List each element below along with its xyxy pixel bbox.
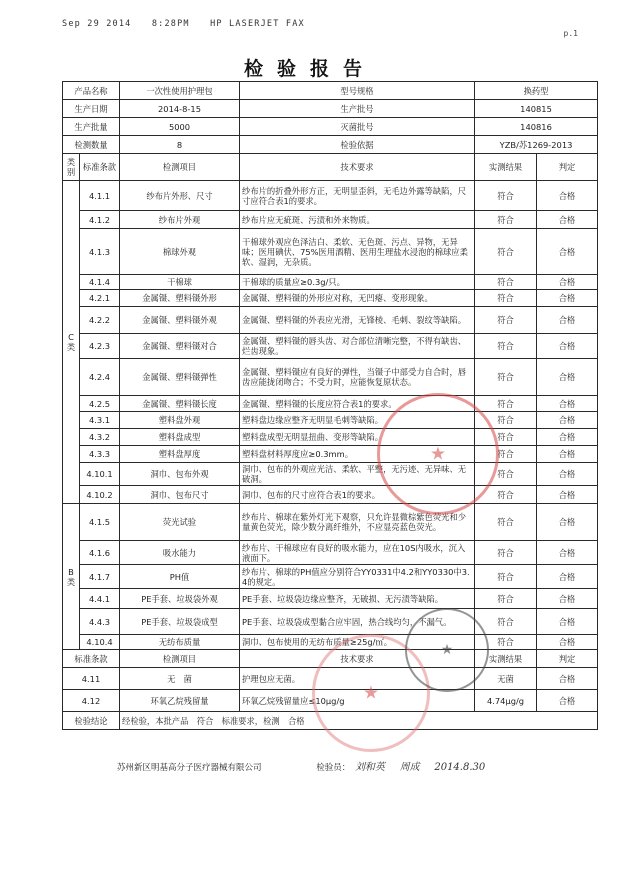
result-cell: 符合 (475, 541, 537, 565)
judge-cell: 合格 (537, 275, 598, 290)
item-cell: PE手套、垃圾袋外观 (120, 589, 240, 609)
table-row (63, 307, 598, 334)
result-cell: 符合 (475, 211, 537, 229)
requirement-cell: 纱布片、棉球的PH值应分别符合YY0331中4.2和YY0330中3.4的规定。 (240, 565, 475, 589)
judge-cell: 合格 (537, 463, 598, 486)
info-row (63, 100, 598, 118)
requirement-cell: 纱布片、干棉球应有良好的吸水能力，应在10S内吸水，沉入液面下。 (240, 541, 475, 565)
table-row (63, 359, 598, 396)
judge-cell: 合格 (537, 412, 598, 429)
approver-signature: 周成 (399, 762, 420, 773)
table-row (63, 412, 598, 429)
table-row (63, 446, 598, 463)
inspection-red-seal: ★ (377, 393, 499, 515)
info-label: 检验依据 (240, 136, 475, 154)
requirement-cell: 纱布片的折叠外形方正，无明显歪斜，无毛边外露等缺陷，尺寸应符合表1的要求。 (240, 181, 475, 211)
result-cell: 符合 (475, 565, 537, 589)
info-value: 换药型 (475, 82, 598, 100)
judge-cell: 合格 (537, 181, 598, 211)
requirement-cell: 干棉球的质量应≥0.3g/只。 (240, 275, 475, 290)
table-row (63, 334, 598, 359)
info-row (63, 82, 598, 100)
clause-cell: 4.3.1 (80, 412, 120, 429)
item-cell: 环氧乙烷残留量 (120, 690, 240, 712)
header-judge: 判定 (537, 154, 598, 181)
header-category: 类别 (63, 154, 80, 181)
judge-cell: 合格 (537, 635, 598, 650)
item-cell: 金属镊、塑料镊外形 (120, 290, 240, 307)
table-row (63, 181, 598, 211)
clause-cell: 4.2.5 (80, 396, 120, 412)
requirement-cell: 金属镊、塑料镊应有良好的弹性，当镊子中部受力自合时，唇齿应能拢闭吻合；不受力时，应能恢复原状态。 (240, 359, 475, 396)
judge-cell: 合格 (537, 565, 598, 589)
judge-cell: 合格 (537, 211, 598, 229)
table-row (63, 565, 598, 589)
clause-cell: 4.1.6 (80, 541, 120, 565)
judge-cell: 合格 (537, 504, 598, 541)
judge-cell: 合格 (537, 541, 598, 565)
info-value: 8 (120, 136, 240, 154)
clause-cell: 4.4.3 (80, 609, 120, 635)
judge-cell: 合格 (537, 589, 598, 609)
result-cell: 符合 (475, 229, 537, 275)
result-cell: 符合 (475, 334, 537, 359)
inspection-dark-seal: ★ (405, 608, 489, 692)
table-row (63, 396, 598, 412)
requirement-cell: 洞巾、包布的外观应光洁、柔软、平整，无污迹、无异味、无破洞。 (240, 463, 475, 486)
requirement-cell: 金属镊、塑料镊的唇头齿、对合部位清晰完整，不得有缺齿、烂齿现象。 (240, 334, 475, 359)
fax-time: 8:28PM (151, 19, 190, 29)
clause-cell: 4.1.1 (80, 181, 120, 211)
table-row (63, 486, 598, 504)
signature-date: 2014.8.30 (434, 762, 486, 773)
judge-cell: 合格 (537, 429, 598, 446)
inspector-label: 检验员： (316, 763, 351, 773)
judge-cell: 合格 (537, 290, 598, 307)
table-row (63, 229, 598, 275)
clause-cell: 4.11 (63, 668, 120, 690)
std-header-item: 检测项目 (120, 650, 240, 668)
info-value: 5000 (120, 118, 240, 136)
fax-date: Sep 29 2014 (62, 19, 132, 29)
requirement-cell: 塑料盘边缘应整齐无明显毛刺等缺陷。 (240, 412, 475, 429)
table-row (63, 589, 598, 609)
table-row (63, 635, 598, 650)
judge-cell: 合格 (537, 334, 598, 359)
item-cell: 金属镊、塑料镊弹性 (120, 359, 240, 396)
info-value: YZB/苏1269-2013 (475, 136, 598, 154)
clause-cell: 4.1.3 (80, 229, 120, 275)
company-red-seal: ★ (312, 634, 430, 752)
result-cell: 符合 (475, 275, 537, 290)
conclusion-row (63, 712, 598, 730)
result-cell: 符合 (475, 429, 537, 446)
result-cell: 符合 (475, 463, 537, 486)
clause-cell: 4.1.2 (80, 211, 120, 229)
clause-cell: 4.10.4 (80, 635, 120, 650)
info-value: 140816 (475, 118, 598, 136)
clause-cell: 4.4.1 (80, 589, 120, 609)
item-cell: 塑料盘外观 (120, 412, 240, 429)
header-requirement: 技术要求 (240, 154, 475, 181)
table-header-row (63, 154, 598, 181)
item-cell: 塑料盘厚度 (120, 446, 240, 463)
info-label: 生产批号 (240, 100, 475, 118)
info-row (63, 136, 598, 154)
judge-cell: 合格 (537, 446, 598, 463)
table-row (63, 211, 598, 229)
item-cell: 棉球外观 (120, 229, 240, 275)
result-cell: 符合 (475, 504, 537, 541)
item-cell: 塑料盘成型 (120, 429, 240, 446)
clause-cell: 4.3.3 (80, 446, 120, 463)
clause-cell: 4.1.5 (80, 504, 120, 541)
item-cell: 纱布片外形、尺寸 (120, 181, 240, 211)
info-value: 140815 (475, 100, 598, 118)
judge-cell: 合格 (537, 486, 598, 504)
report-title: 检验报告 (243, 58, 376, 80)
result-cell: 符合 (475, 290, 537, 307)
result-cell: 符合 (475, 446, 537, 463)
header-item: 检测项目 (120, 154, 240, 181)
requirement-cell: 纱布片应无疵斑、污渍和外来物质。 (240, 211, 475, 229)
result-cell: 符合 (475, 307, 537, 334)
requirement-cell: 洞巾、包布使用的无纺布质量≥25g/㎡。 (240, 635, 475, 650)
std-row (63, 690, 598, 712)
requirement-cell: 洞巾、包布的尺寸应符合表1的要求。 (240, 486, 475, 504)
item-cell: 干棉球 (120, 275, 240, 290)
item-cell: 洞巾、包布尺寸 (120, 486, 240, 504)
item-cell: 洞巾、包布外观 (120, 463, 240, 486)
judge-cell: 合格 (537, 609, 598, 635)
item-cell: 纱布片外观 (120, 211, 240, 229)
header-clause: 标准条款 (80, 154, 120, 181)
conclusion-label: 检验结论 (63, 712, 120, 730)
conclusion-text: 经检验，本批产品 符合 标准要求，检测 合格 (120, 712, 598, 730)
std-header-requirement: 技术要求 (240, 650, 475, 668)
requirement-cell: 塑料盘材料厚度应≥0.3mm。 (240, 446, 475, 463)
inspection-table-body (63, 82, 598, 730)
info-label: 产品名称 (63, 82, 120, 100)
info-label: 检测数量 (63, 136, 120, 154)
requirement-cell: 金属镊、塑料镊的长度应符合表1的要求。 (240, 396, 475, 412)
result-cell: 4.74μg/g (475, 690, 537, 712)
requirement-cell: 护理包应无菌。 (240, 668, 475, 690)
table-row (63, 290, 598, 307)
info-label: 生产批量 (63, 118, 120, 136)
info-row (63, 118, 598, 136)
info-label: 灭菌批号 (240, 118, 475, 136)
result-cell: 符合 (475, 359, 537, 396)
clause-cell: 4.2.2 (80, 307, 120, 334)
company-name: 苏州新区明基高分子医疗器械有限公司 (117, 763, 262, 773)
table-row (63, 275, 598, 290)
report-footer (117, 758, 497, 773)
info-label: 生产日期 (63, 100, 120, 118)
item-cell: PH值 (120, 565, 240, 589)
table-row (63, 541, 598, 565)
requirement-cell: 金属镊、塑料镊的外形应对称，无凹瘪、变形现象。 (240, 290, 475, 307)
item-cell: 金属镊、塑料镊对合 (120, 334, 240, 359)
std-header-clause: 标准条款 (63, 650, 120, 668)
inspector-signature: 刘和英 (354, 762, 385, 773)
std-header-judge: 判定 (537, 650, 598, 668)
requirement-cell: PE手套、垃圾袋成型黏合应牢固，热合线均匀，不漏气。 (240, 609, 475, 635)
category-label-b: B类 (63, 504, 80, 650)
requirement-cell: 干棉球外观应色泽洁白、柔软、无色斑、污点、异物，无异味；医用碘伏、75%医用酒精、医用生理盐水浸泡的棉球应柔软、湿润，无杂质。 (240, 229, 475, 275)
clause-cell: 4.12 (63, 690, 120, 712)
table-row (63, 429, 598, 446)
item-cell: 金属镊、塑料镊长度 (120, 396, 240, 412)
requirement-cell: 环氧乙烷残留量应≤10μg/g (240, 690, 475, 712)
clause-cell: 4.1.4 (80, 275, 120, 290)
std-header-row (63, 650, 598, 668)
result-cell: 符合 (475, 396, 537, 412)
item-cell: 无 菌 (120, 668, 240, 690)
judge-cell: 合格 (537, 307, 598, 334)
judge-cell: 合格 (537, 229, 598, 275)
fax-page-number: p.1 (563, 29, 578, 38)
judge-cell: 合格 (537, 359, 598, 396)
clause-cell: 4.2.3 (80, 334, 120, 359)
item-cell: PE手套、垃圾袋成型 (120, 609, 240, 635)
result-cell: 符合 (475, 589, 537, 609)
result-cell: 符合 (475, 181, 537, 211)
item-cell: 吸水能力 (120, 541, 240, 565)
std-header-result: 实测结果 (475, 650, 537, 668)
inspection-table (62, 81, 598, 730)
item-cell: 无纺布质量 (120, 635, 240, 650)
clause-cell: 4.10.1 (80, 463, 120, 486)
requirement-cell: PE手套、垃圾袋边缘应整齐，无破损、无污渍等缺陷。 (240, 589, 475, 609)
requirement-cell: 塑料盘成型无明显扭曲、变形等缺陷。 (240, 429, 475, 446)
clause-cell: 4.3.2 (80, 429, 120, 446)
table-row (63, 504, 598, 541)
judge-cell: 合格 (537, 690, 598, 712)
clause-cell: 4.2.1 (80, 290, 120, 307)
info-value: 一次性使用护理包 (120, 82, 240, 100)
result-cell: 符合 (475, 609, 537, 635)
item-cell: 金属镊、塑料镊外观 (120, 307, 240, 334)
fax-header (62, 19, 319, 29)
result-cell: 符合 (475, 412, 537, 429)
info-value: 2014-8-15 (120, 100, 240, 118)
requirement-cell: 纱布片、棉球在紫外灯光下观察，只允许显微棕紫色荧光和少量黄色荧光，除少数分离纤维外，不应显亮蓝色荧光。 (240, 504, 475, 541)
fax-device: HP LASERJET FAX (210, 19, 305, 29)
result-cell: 无菌 (475, 668, 537, 690)
info-label: 型号规格 (240, 82, 475, 100)
judge-cell: 合格 (537, 396, 598, 412)
result-cell: 符合 (475, 486, 537, 504)
category-label-c: C类 (63, 181, 80, 504)
result-cell: 符合 (475, 635, 537, 650)
clause-cell: 4.2.4 (80, 359, 120, 396)
requirement-cell: 金属镊、塑料镊的外表应光滑，无锋棱、毛刺、裂纹等缺陷。 (240, 307, 475, 334)
clause-cell: 4.10.2 (80, 486, 120, 504)
clause-cell: 4.1.7 (80, 565, 120, 589)
header-result: 实测结果 (475, 154, 537, 181)
table-row (63, 463, 598, 486)
item-cell: 荧光试验 (120, 504, 240, 541)
table-row (63, 609, 598, 635)
std-row (63, 668, 598, 690)
judge-cell: 合格 (537, 668, 598, 690)
